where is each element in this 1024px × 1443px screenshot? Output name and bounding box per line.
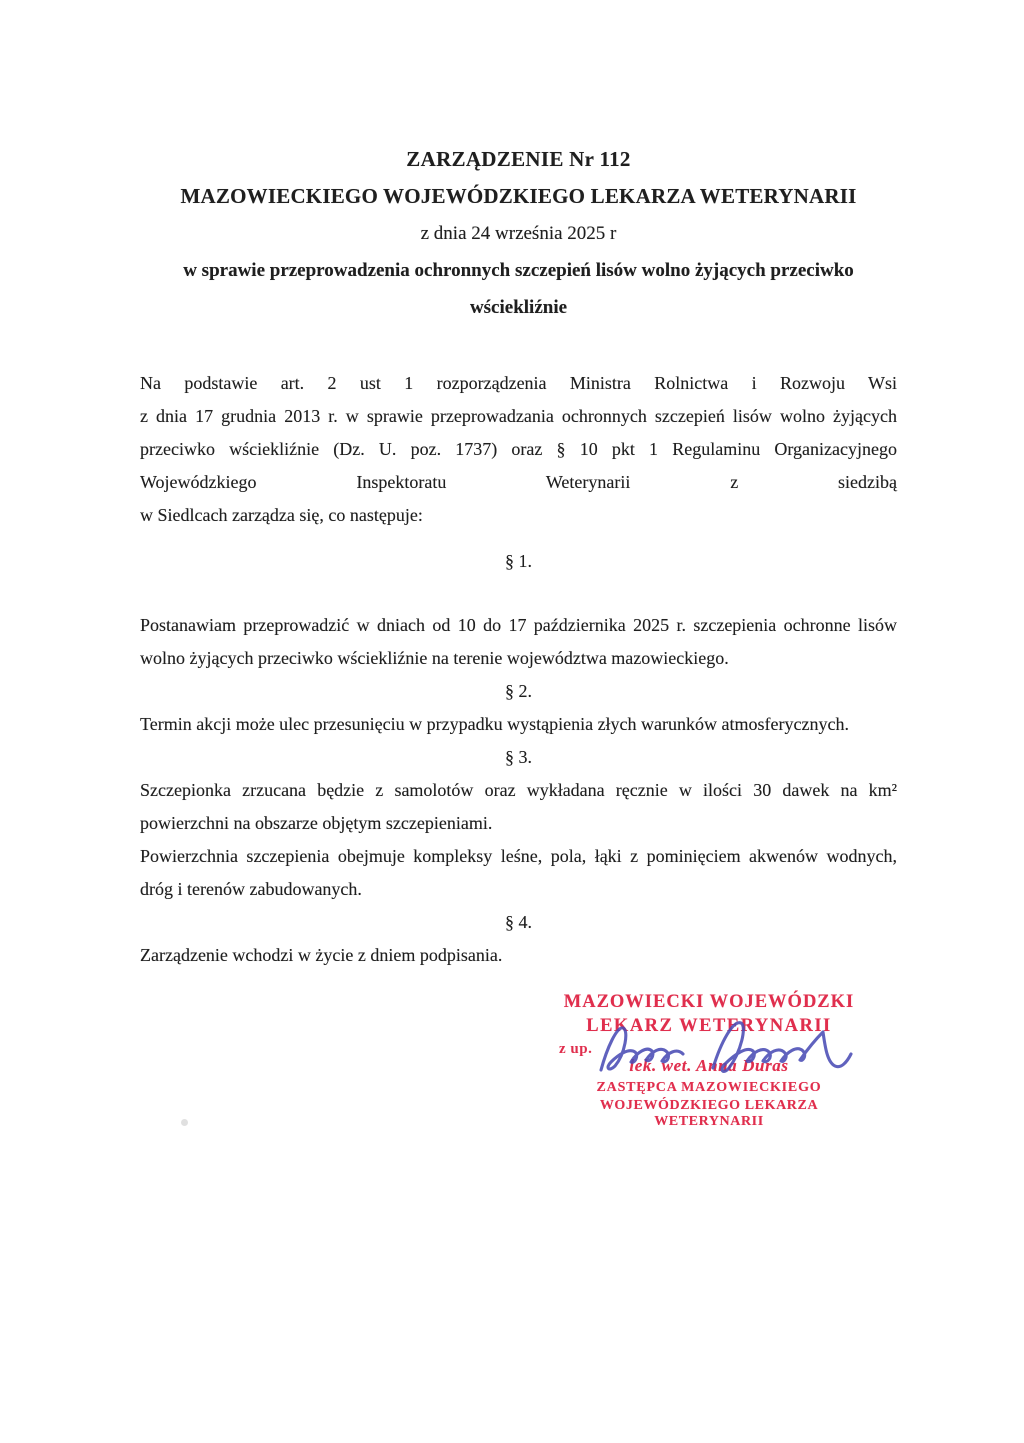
signer-role-line2: WOJEWÓDZKIEGO LEKARZA WETERYNARII bbox=[599, 1098, 819, 1129]
paragraph-line: Zarządzenie wchodzi w życie z dniem podpisania. bbox=[140, 945, 503, 965]
paragraph-line: dróg i terenów zabudowanych. bbox=[140, 879, 362, 899]
section-2-paragraph bbox=[140, 708, 897, 741]
signer-name: lek. wet. Anna Duras bbox=[629, 1056, 789, 1075]
paragraph-line: Termin akcji może ulec przesunięciu w przypadku wystąpienia złych warunków atmosferycznych. bbox=[140, 714, 849, 734]
paragraph-line: Powierzchnia szczepienia obejmuje kompleksy leśne, pola, łąki z pominięciem akwenów wodnych, bbox=[140, 846, 897, 866]
issuing-authority: MAZOWIECKIEGO WOJEWÓDZKIEGO LEKARZA WETERYNARII bbox=[180, 184, 857, 208]
section-3-paragraph-2 bbox=[140, 840, 897, 906]
paragraph-line: Na podstawie art. 2 ust 1 rozporządzenia Ministra Rolnictwa i Rozwoju Wsi bbox=[140, 373, 897, 393]
section-1-paragraph bbox=[140, 609, 897, 675]
document-subject-line1: w sprawie przeprowadzenia ochronnych szczepień lisów wolno żyjących przeciwko bbox=[183, 260, 854, 281]
document-subject-line2: wściekliźnie bbox=[469, 297, 568, 318]
section-mark-2: § 2. bbox=[505, 681, 532, 701]
handwritten-signature-icon bbox=[595, 1014, 857, 1084]
legal-basis-paragraph bbox=[140, 367, 897, 532]
section-mark-1: § 1. bbox=[505, 551, 532, 571]
section-4-paragraph bbox=[140, 939, 897, 972]
section-mark-3: § 3. bbox=[505, 747, 532, 767]
paragraph-line: w Siedlcach zarządza się, co następuje: bbox=[140, 505, 423, 525]
stamp-authority-line1: MAZOWIECKI WOJEWÓDZKI bbox=[563, 992, 855, 1012]
signature-stamp-block bbox=[553, 992, 865, 1129]
paragraph-line: Postanawiam przeprowadzić w dniach od 10 do 17 października 2025 r. szczepienia ochronne lisów bbox=[140, 615, 897, 635]
section-mark-4: § 4. bbox=[505, 912, 532, 932]
paragraph-line: Szczepionka zrzucana będzie z samolotów oraz wykładana ręcznie w ilości 30 dawek na km² bbox=[140, 780, 897, 800]
document-date: z dnia 24 września 2025 r bbox=[420, 223, 617, 244]
paragraph-line: Wojewódzkiego Inspektoratu Weterynarii z siedzibą bbox=[140, 472, 897, 492]
on-behalf-label: z up. bbox=[559, 1041, 593, 1057]
document-header bbox=[140, 141, 897, 326]
signer-role-line1: ZASTĘPCA MAZOWIECKIEGO bbox=[596, 1080, 822, 1095]
section-3-paragraph-1 bbox=[140, 774, 897, 840]
stamp-authority-line2: LEKARZ WETERYNARII bbox=[586, 1016, 832, 1036]
document-body bbox=[140, 141, 897, 972]
paragraph-line: wolno żyjących przeciwko wściekliźnie na terenie województwa mazowieckiego. bbox=[140, 648, 729, 668]
paragraph-line: powierzchni na obszarze objętym szczepieniami. bbox=[140, 813, 493, 833]
document-title: ZARZĄDZENIE Nr 112 bbox=[406, 147, 631, 171]
paragraph-line: przeciwko wściekliźnie (Dz. U. poz. 1737) oraz § 10 pkt 1 Regulaminu Organizacyjnego bbox=[140, 439, 897, 459]
paragraph-line: z dnia 17 grudnia 2013 r. w sprawie przeprowadzania ochronnych szczepień lisów wolno żyjących bbox=[140, 406, 897, 426]
scan-artifact-dot bbox=[181, 1119, 188, 1126]
